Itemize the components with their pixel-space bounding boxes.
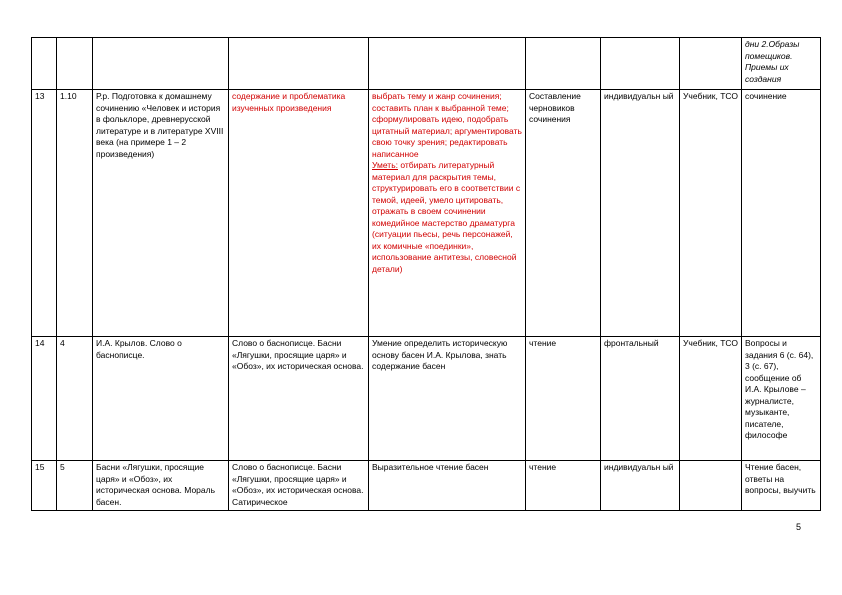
cell-equipment — [680, 461, 742, 511]
cell-num: 15 — [32, 461, 57, 511]
cell-form: чтение — [526, 337, 601, 461]
activities-uметь-label: Уметь: — [372, 160, 398, 170]
table-row — [32, 461, 821, 511]
activities-text-part2: отбирать литературный материал для раскрытия темы, структурировать его в соответствии с темой, идеей, умело цитировать, отражать в своем сочинении комедийное мастерство драматурга (ситуации пьесы, речь персонажей, их комичные «поединки», использование антитезы, словесной детали) — [372, 160, 521, 274]
cell-date: 5 — [57, 461, 93, 511]
cell-mode: индивидуальн ый — [601, 90, 680, 337]
table-row — [32, 38, 821, 90]
cell-equipment: Учебник, ТСО — [680, 90, 742, 337]
table-row — [32, 337, 821, 461]
cell-date — [57, 38, 93, 90]
cell-topic: Р.р. Подготовка к домашнему сочинению «Человек и история в фольклоре, древнерусской литературе и в литературе XVIII века (на примере 1 – 2 произведения) — [93, 90, 229, 337]
cell-content: Слово о баснописце. Басни «Лягушки, просящие царя» и «Обоз», их историческая основа. Сатирическое — [229, 461, 369, 511]
lesson-plan-table — [31, 37, 821, 511]
cell-num: 14 — [32, 337, 57, 461]
cell-num — [32, 38, 57, 90]
cell-homework: дни 2.Образы помещиков. Приемы их создания — [742, 38, 821, 90]
cell-equipment — [680, 38, 742, 90]
activities-text-part1: выбрать тему и жанр сочинения; составить план к выбранной теме; сформулировать идею, подобрать цитатный материал; аргументировать свою точку зрения; редактировать написанное — [372, 91, 522, 159]
cell-homework: Вопросы и задания 6 (с. 64), 3 (с. 67), сообщение об И.А. Крылове – журналисте, музыканте, писателе, философе — [742, 337, 821, 461]
cell-form: чтение — [526, 461, 601, 511]
cell-activities: Выразительное чтение басен — [369, 461, 526, 511]
cell-equipment: Учебник, ТСО — [680, 337, 742, 461]
cell-homework: Чтение басен, ответы на вопросы, выучить — [742, 461, 821, 511]
table-row — [32, 90, 821, 337]
cell-homework: сочинение — [742, 90, 821, 337]
cell-form — [526, 38, 601, 90]
cell-topic: Басни «Лягушки, просящие царя» и «Обоз», их историческая основа. Мораль басен. — [93, 461, 229, 511]
page-number: 5 — [796, 522, 802, 532]
cell-content: Слово о баснописце. Басни «Лягушки, просящие царя» и «Обоз», их историческая основа. — [229, 337, 369, 461]
cell-mode: индивидуальн ый — [601, 461, 680, 511]
cell-activities: Умение определить историческую основу басен И.А. Крылова, знать содержание басен — [369, 337, 526, 461]
cell-content — [229, 38, 369, 90]
cell-date: 4 — [57, 337, 93, 461]
cell-form: Составление черновиков сочинения — [526, 90, 601, 337]
cell-mode: фронтальный — [601, 337, 680, 461]
cell-activities — [369, 38, 526, 90]
cell-date: 1.10 — [57, 90, 93, 337]
cell-content: содержание и проблематика изученных произведения — [229, 90, 369, 337]
cell-mode — [601, 38, 680, 90]
cell-activities — [369, 90, 526, 337]
cell-num: 13 — [32, 90, 57, 337]
cell-topic — [93, 38, 229, 90]
cell-topic: И.А. Крылов. Слово о баснописце. — [93, 337, 229, 461]
